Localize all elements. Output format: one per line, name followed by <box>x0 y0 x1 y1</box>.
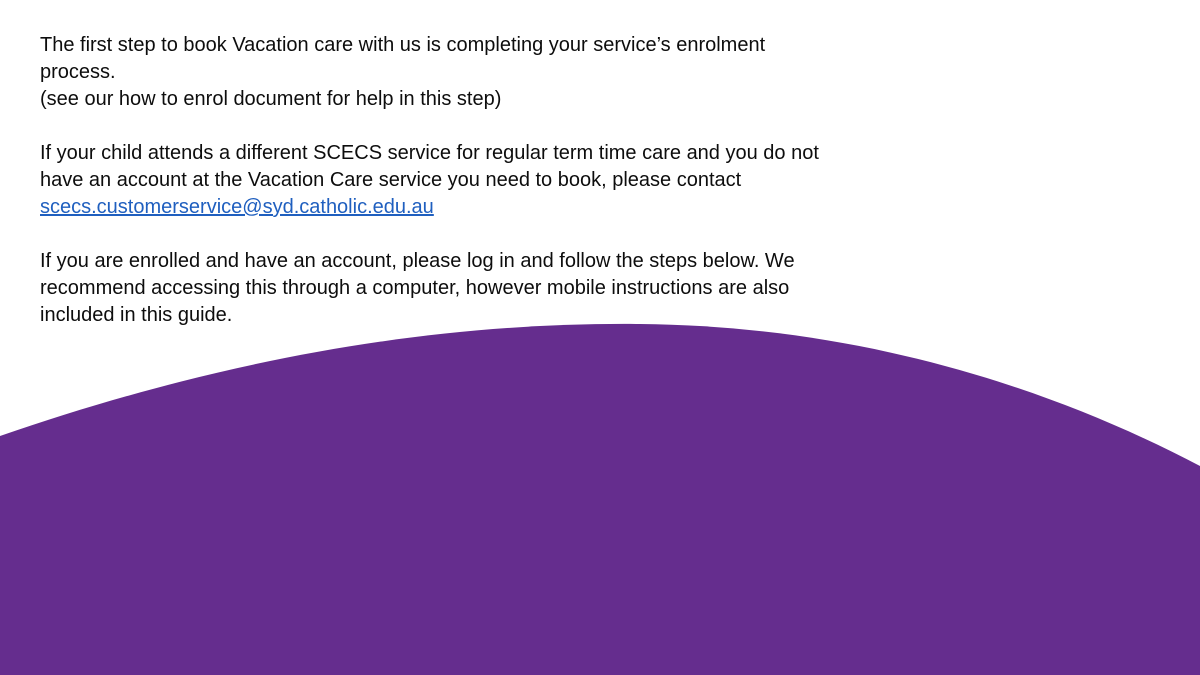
enrolment-step-text: The first step to book Vacation care with us is completing your service’s enrolment process. <box>40 34 766 83</box>
enrol-help-note: (see our how to enrol document for help in this step) <box>40 88 502 110</box>
customer-service-email-link[interactable]: scecs.customerservice@syd.catholic.edu.au <box>40 196 434 218</box>
wave-fill <box>0 324 1200 675</box>
paragraph-spacer <box>40 221 840 248</box>
paragraph-spacer <box>40 113 840 140</box>
different-service-paragraph <box>40 140 840 221</box>
different-service-text: If your child attends a different SCECS service for regular term time care and you do not have an account at the Vacation Care service you need to book, please contact <box>40 142 819 191</box>
instructions-text <box>40 32 840 329</box>
login-steps-paragraph: If you are enrolled and have an account, please log in and follow the steps below. We recommend accessing this through a computer, however mobile instructions are also included in this guide. <box>40 250 795 326</box>
